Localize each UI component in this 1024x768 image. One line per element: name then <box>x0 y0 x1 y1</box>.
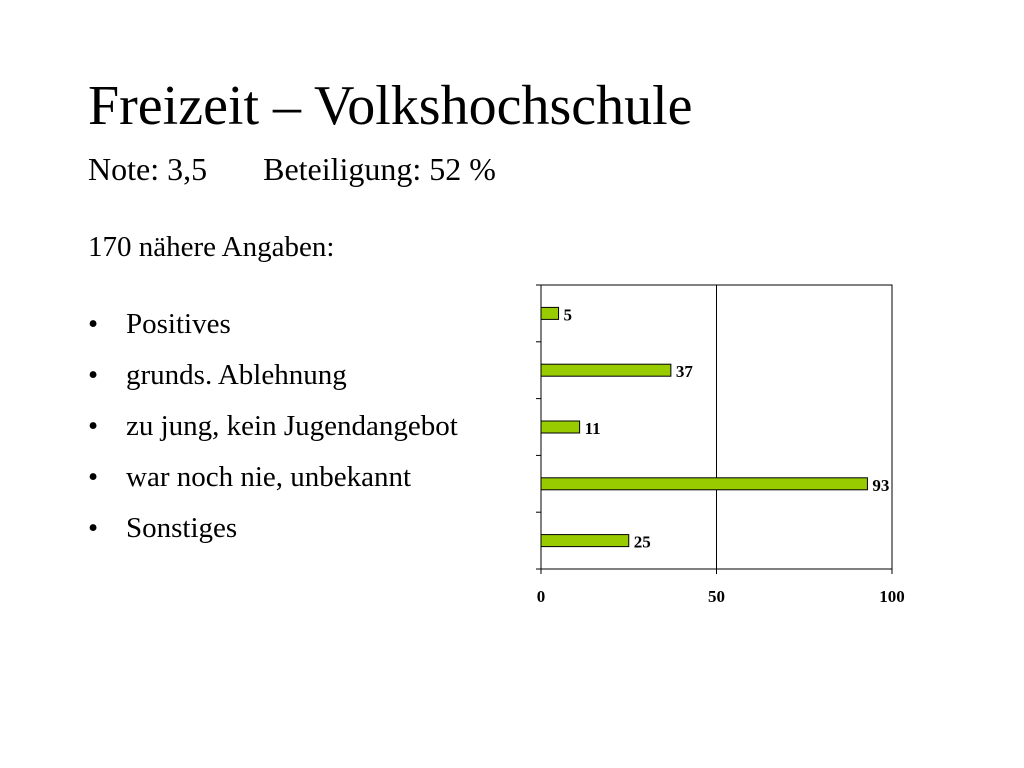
data-label: 5 <box>563 305 573 325</box>
bullet-item <box>88 310 458 361</box>
bar <box>541 478 867 490</box>
bullet-dot-icon: • <box>88 359 99 391</box>
bullet-label: Positives <box>126 308 231 340</box>
bar <box>541 535 629 547</box>
bar <box>541 421 580 433</box>
bullet-label: war noch nie, unbekannt <box>126 461 412 493</box>
bullet-dot-icon: • <box>88 461 99 493</box>
bullet-item <box>88 463 458 514</box>
slide-title: Freizeit – Volkshochschule <box>88 75 693 137</box>
intro-text: 170 nähere Angaben: <box>88 231 335 263</box>
bar <box>541 307 559 319</box>
x-tick-label: 100 <box>879 587 905 606</box>
bullet-item <box>88 412 458 463</box>
data-label: 93 <box>872 475 890 495</box>
bullet-list <box>88 310 458 565</box>
x-tick-label: 50 <box>708 587 725 606</box>
bullet-label: grunds. Ablehnung <box>126 359 347 391</box>
bar <box>541 364 671 376</box>
participation-text: Beteiligung: 52 % <box>263 151 496 187</box>
plot-frame <box>541 285 892 569</box>
slide-subtitle <box>88 153 496 185</box>
bullet-item <box>88 361 458 412</box>
data-label: 37 <box>675 362 693 382</box>
bullet-label: Sonstiges <box>126 512 238 544</box>
bullet-dot-icon: • <box>88 410 99 442</box>
data-label: 25 <box>633 532 651 552</box>
data-label: 11 <box>584 419 601 438</box>
bullet-dot-icon: • <box>88 512 99 544</box>
bullet-dot-icon: • <box>88 308 99 340</box>
x-tick-label: 0 <box>536 587 546 606</box>
bullet-label: zu jung, kein Jugendangebot <box>126 410 458 442</box>
bullet-item <box>88 514 458 565</box>
grade-text: Note: 3,5 <box>88 151 208 187</box>
